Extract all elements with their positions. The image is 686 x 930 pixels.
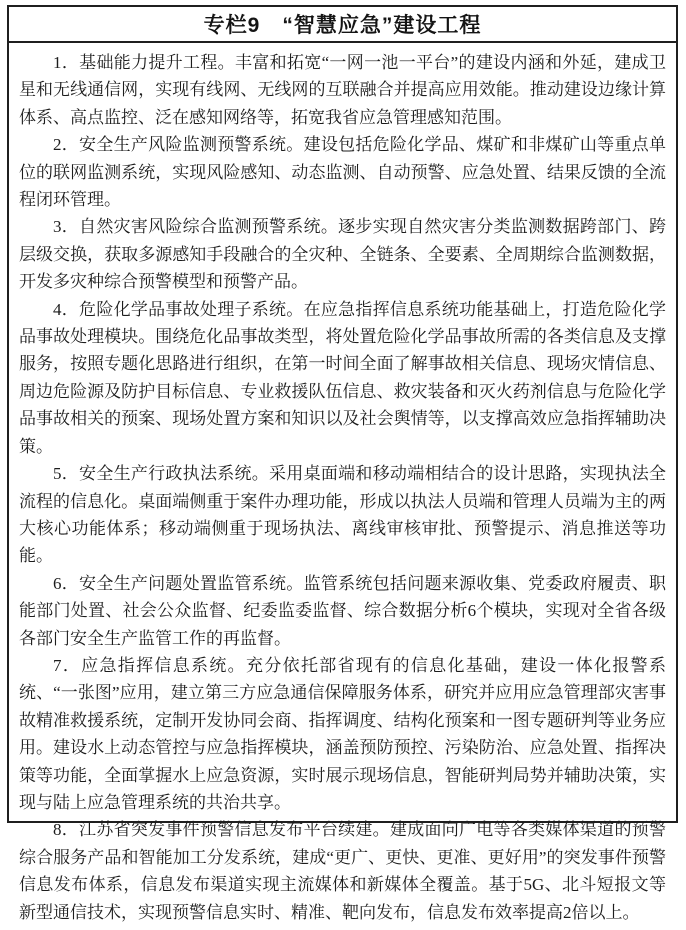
paragraph-3: 3．自然灾害风险综合监测预警系统。逐步实现自然灾害分类监测数据跨部门、跨层级交换，获取多源感知手段融合的全灾种、全链条、全要素、全周期综合监测数据，开发多灾种综合预警模型和预警产品。 — [19, 217, 666, 292]
paragraph-8: 8．江苏省突发事件预警信息发布平台续建。建成面向广电等各类媒体渠道的预警综合服务产品和智能加工分发系统，建成“更广、更快、更准、更好用”的突发事件预警信息发布体系，信息发布渠道实现主流媒体和新媒体全覆盖。基于5G、北斗短报文等新型通信技术，实现预警信息实时、精准、靶向发布，信息发布效率提高2倍以上。 — [19, 820, 666, 922]
column-panel — [7, 5, 678, 922]
paragraph-5: 5．安全生产行政执法系统。采用桌面端和移动端相结合的设计思路，实现执法全流程的信息化。桌面端侧重于案件办理功能，形成以执法人员端和管理人员端为主的两大核心功能体系；移动端侧重于现场执法、离线审核审批、预警提示、消息推送等功能。 — [19, 464, 666, 566]
panel-title: 专栏9 “智慧应急”建设工程 — [9, 7, 676, 43]
paragraph-1: 1．基础能力提升工程。丰富和拓宽“一网一池一平台”的建设内涵和外延，建成卫星和无线通信网，实现有线网、无线网的互联融合并提高应用效能。推动建设边缘计算体系、高点监控、泛在感知网络等，拓宽我省应急管理感知范围。 — [19, 53, 666, 127]
panel-body — [9, 43, 676, 930]
paragraph-7: 7．应急指挥信息系统。充分依托部省现有的信息化基础，建设一体化报警系统、“一张图”应用，建立第三方应急通信保障服务体系，研究并应用应急管理部灾害事故精准救援系统，定制开发协同会商、指挥调度、结构化预案和一图专题研判等业务应用。建设水上动态管控与应急指挥模块，涵盖预防预控、污染防治、应急处置、指挥决策等功能，全面掌握水上应急资源，实时展示现场信息，智能研判局势并辅助决策，实现与陆上应急管理系统的共治共享。 — [19, 655, 666, 812]
paragraph-6: 6．安全生产问题处置监管系统。监管系统包括问题来源收集、党委政府履责、职能部门处置、社会公众监督、纪委监委监督、综合数据分析6个模块，实现对全省各级各部门安全生产监管工作的再监督。 — [19, 573, 666, 648]
paragraph-2: 2．安全生产风险监测预警系统。建设包括危险化学品、煤矿和非煤矿山等重点单位的联网监测系统，实现风险感知、动态监测、自动预警、应急处置、结果反馈的全流程闭环管理。 — [19, 135, 666, 210]
paragraph-4: 4．危险化学品事故处理子系统。在应急指挥信息系统功能基础上，打造危险化学品事故处理模块。围绕危化品事故类型，将处置危险化学品事故所需的各类信息及支撑服务，按照专题化思路进行组织，在第一时间全面了解事故相关信息、现场灾情信息、周边危险源及防护目标信息、专业救援队伍信息、救灾装备和灭火药剂信息与危险化学品事故相关的预案、现场处置方案和知识以及社会舆情等，以支撑高效应急指挥辅助决策。 — [19, 299, 666, 456]
